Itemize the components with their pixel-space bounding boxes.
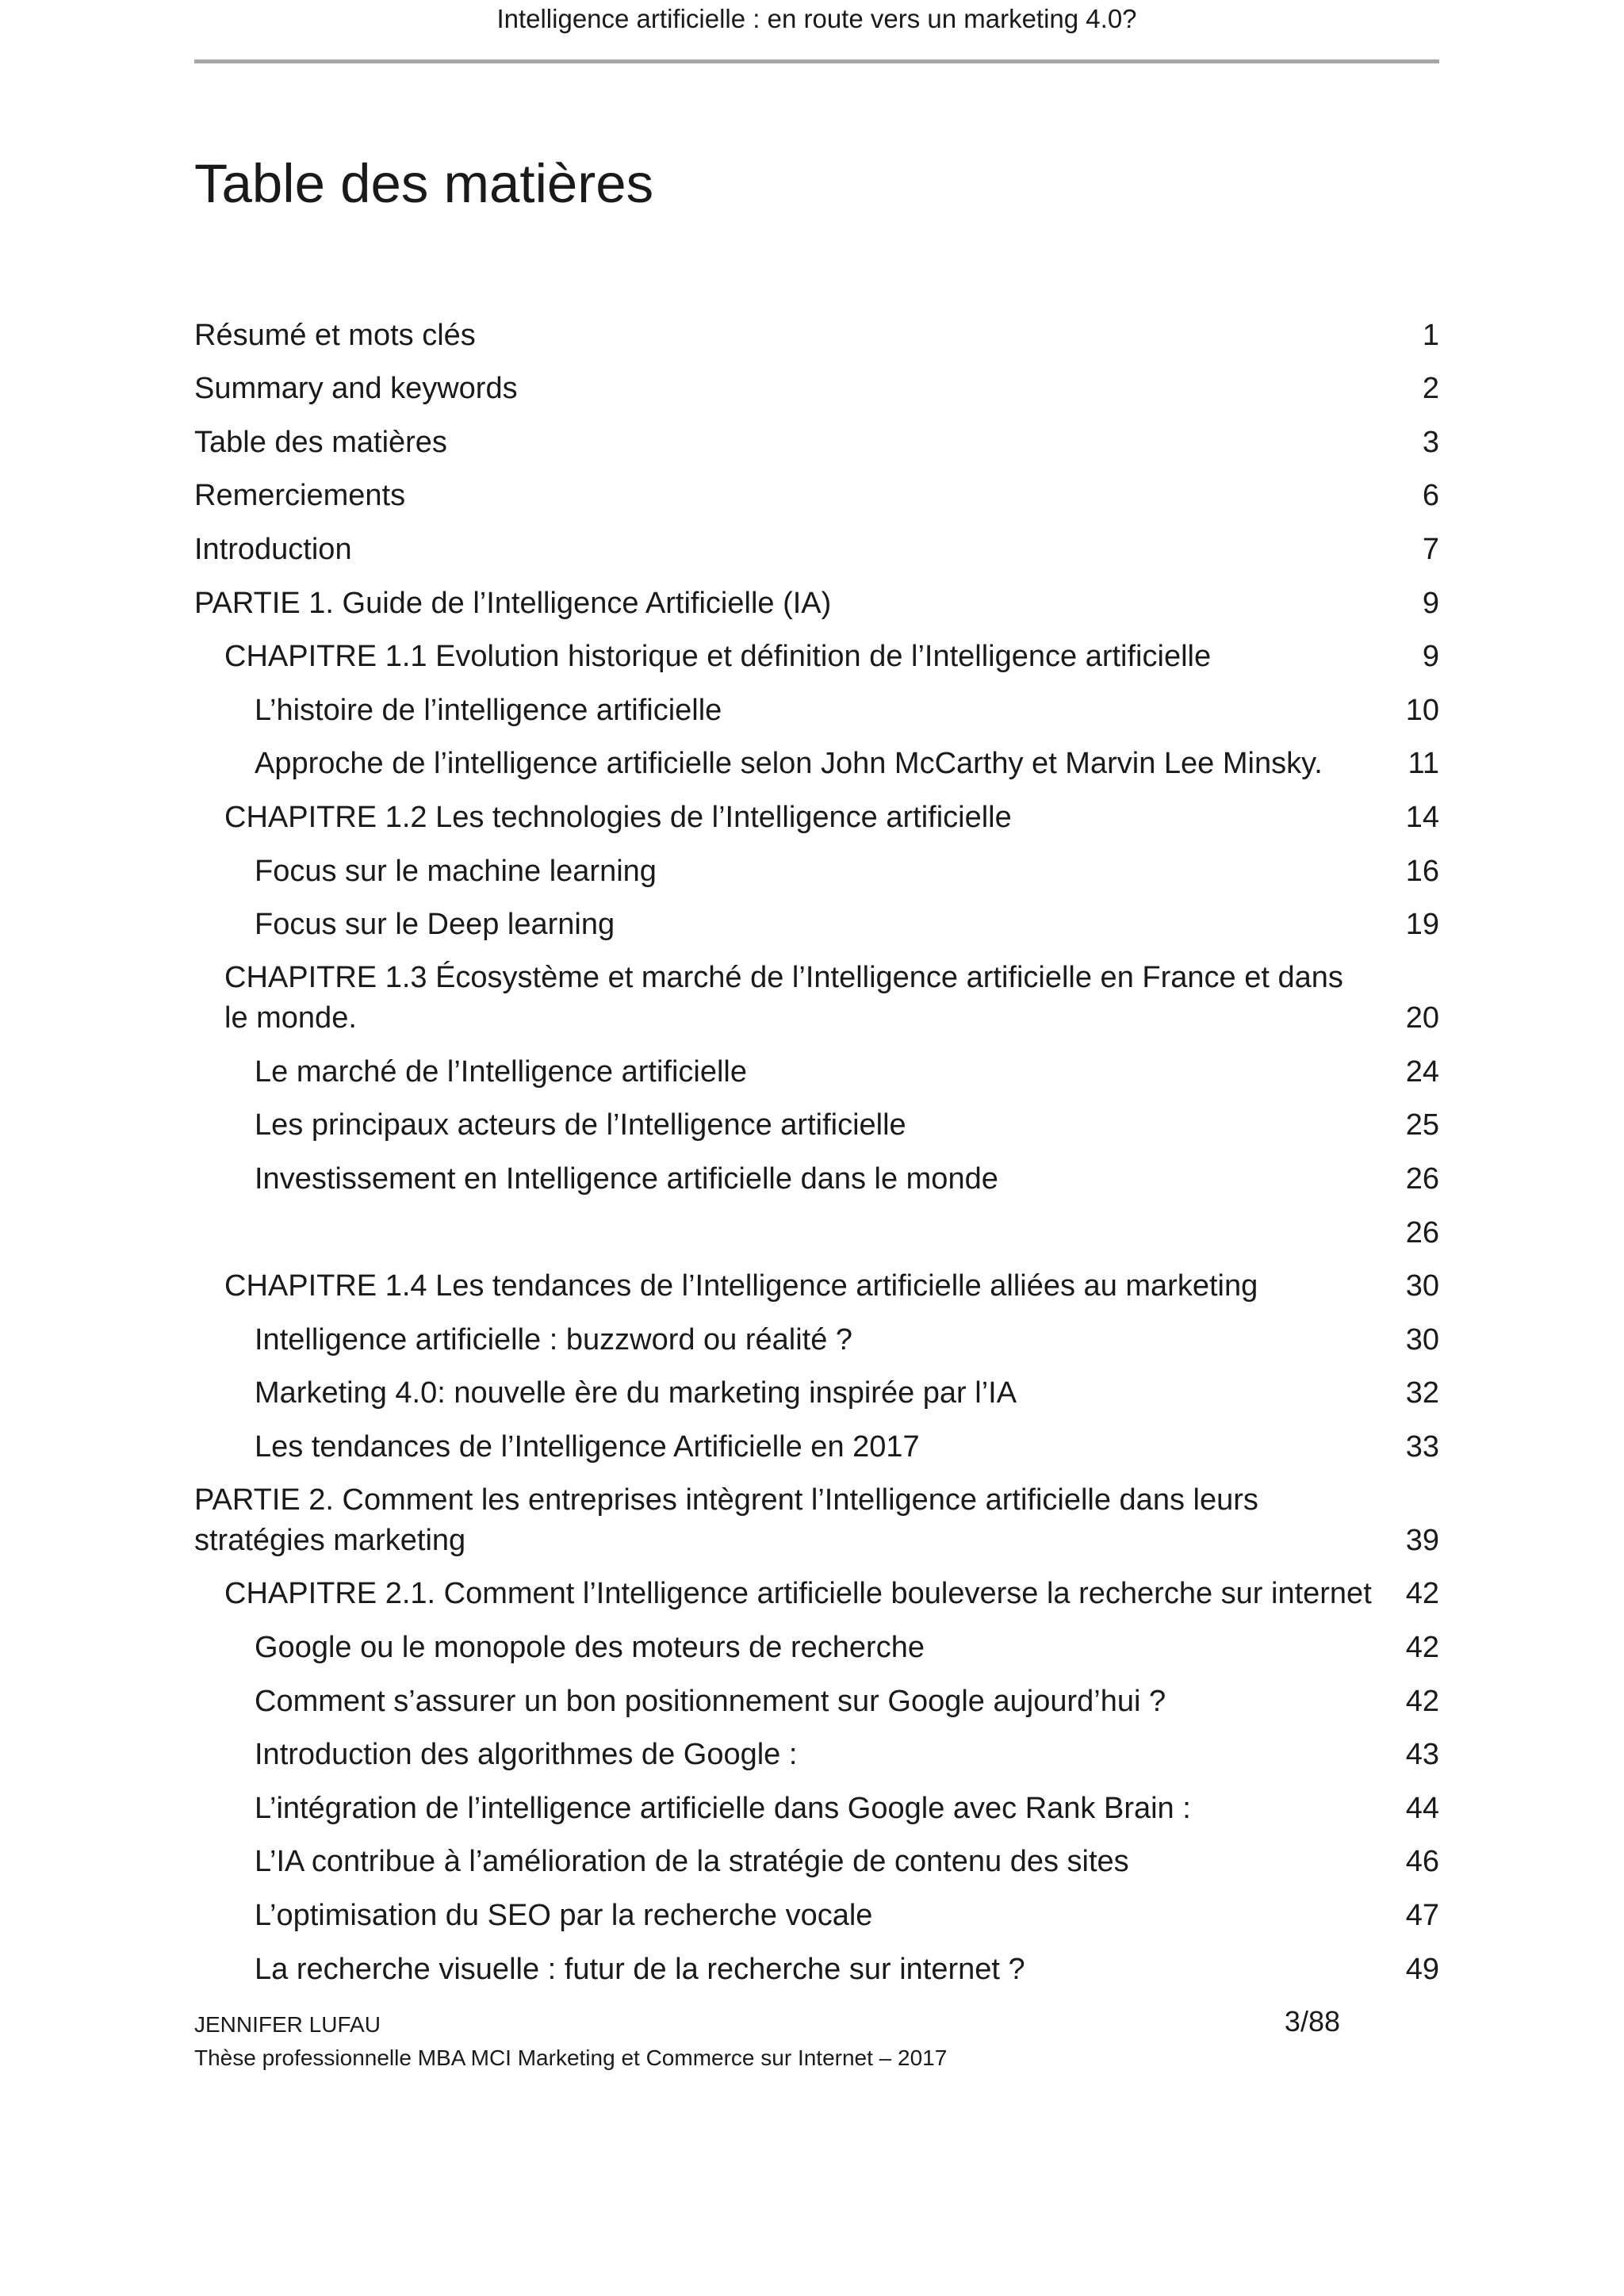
toc-entry-title: L’histoire de l’intelligence artificielle (255, 693, 722, 727)
toc-entry-page: 16 (1405, 854, 1439, 888)
toc-entry-title: La recherche visuelle : futur de la recherche sur internet ? (255, 1952, 1025, 1986)
toc-entry-title: PARTIE 1. Guide de l’Intelligence Artificielle (IA) (194, 586, 832, 620)
toc-entry (194, 1360, 1439, 1414)
toc-entry-page: 32 (1405, 1376, 1439, 1410)
toc-entry-title: Google ou le monopole des moteurs de recherche (255, 1631, 925, 1665)
toc-entry-page: 39 (1405, 1523, 1439, 1557)
toc-entry-title: Résumé et mots clés (194, 318, 476, 352)
toc-entry-page: 10 (1405, 693, 1439, 727)
toc-entry (194, 570, 1439, 624)
toc-entry-page: 19 (1405, 908, 1439, 942)
toc-entry (194, 1882, 1439, 1936)
footer-author: JENNIFER LUFAU (194, 2012, 381, 2037)
table-of-contents (194, 302, 1439, 1990)
toc-entry (194, 1200, 1439, 1253)
toc-entry (194, 1614, 1439, 1668)
toc-entry-page: 1 (1422, 318, 1439, 352)
toc-entry (194, 838, 1439, 892)
toc-entry (194, 624, 1439, 678)
toc-entry-title: Le marché de l’Intelligence artificielle (255, 1054, 747, 1089)
toc-entry-title: CHAPITRE 1.3 Écosystème et marché de l’Intelligence artificielle en France et dans le monde. (224, 961, 1343, 1035)
toc-entry-title: Table des matières (194, 425, 447, 459)
toc-entry-title: Intelligence artificielle : buzzword ou réalité ? (255, 1322, 853, 1357)
running-header: Intelligence artificielle : en route vers un marketing 4.0? (496, 4, 1137, 33)
header-divider (194, 59, 1439, 63)
toc-entry-title: CHAPITRE 1.4 Les tendances de l’Intelligence artificielle alliées au marketing (224, 1269, 1258, 1303)
toc-entry (194, 1722, 1439, 1776)
toc-entry-page: 9 (1422, 640, 1439, 674)
toc-entry-page: 26 (1405, 1215, 1439, 1249)
toc-entry-page: 3 (1422, 425, 1439, 459)
toc-entry-page: 26 (1405, 1161, 1439, 1196)
toc-entry (194, 1936, 1439, 1990)
toc-entry-title: CHAPITRE 2.1. Comment l’Intelligence artificielle bouleverse la recherche sur internet (224, 1577, 1372, 1611)
toc-entry-title: L’intégration de l’intelligence artificielle dans Google avec Rank Brain : (255, 1791, 1191, 1825)
toc-entry-title: L’optimisation du SEO par la recherche vocale (255, 1899, 873, 1933)
toc-entry (194, 1093, 1439, 1146)
toc-entry (194, 1146, 1439, 1200)
toc-entry-title: Summary and keywords (194, 372, 518, 406)
toc-entry-title: Approche de l’intelligence artificielle selon John McCarthy et Marvin Lee Minsky. (255, 747, 1323, 781)
toc-entry-page: 33 (1405, 1429, 1439, 1464)
toc-entry-page: 30 (1405, 1269, 1439, 1303)
toc-entry (194, 1414, 1439, 1468)
toc-entry-page: 30 (1405, 1322, 1439, 1357)
toc-entry (194, 892, 1439, 946)
toc-entry (194, 1307, 1439, 1360)
toc-entry (194, 677, 1439, 731)
toc-entry-page: 6 (1422, 479, 1439, 513)
toc-entry (194, 302, 1439, 356)
page-title: Table des matières (194, 153, 654, 214)
toc-entry (194, 1039, 1439, 1093)
toc-entry (194, 1775, 1439, 1829)
toc-entry (194, 356, 1439, 410)
toc-entry (194, 516, 1439, 570)
toc-entry-title: Focus sur le machine learning (255, 854, 657, 888)
toc-entry-page: 24 (1405, 1054, 1439, 1089)
toc-entry-page: 43 (1405, 1738, 1439, 1772)
toc-entry-title: Remerciements (194, 479, 406, 513)
toc-entry-page: 47 (1405, 1899, 1439, 1933)
toc-entry (194, 463, 1439, 517)
toc-entry-title: Focus sur le Deep learning (255, 908, 615, 942)
toc-entry-page: 49 (1405, 1952, 1439, 1986)
toc-entry-title: CHAPITRE 1.1 Evolution historique et définition de l’Intelligence artificielle (224, 640, 1212, 674)
toc-entry-page: 7 (1422, 532, 1439, 566)
toc-entry (194, 1253, 1439, 1307)
toc-entry (194, 945, 1439, 1039)
toc-entry-page: 44 (1405, 1791, 1439, 1825)
toc-entry-page: 42 (1405, 1577, 1439, 1611)
toc-entry-page: 9 (1422, 586, 1439, 620)
toc-entry (194, 1829, 1439, 1883)
toc-entry-title: Introduction des algorithmes de Google : (255, 1738, 798, 1772)
toc-entry-page: 46 (1405, 1845, 1439, 1879)
toc-entry-title: L’IA contribue à l’amélioration de la stratégie de contenu des sites (255, 1845, 1129, 1879)
toc-entry-page: 25 (1405, 1108, 1439, 1142)
footer-thesis-line: Thèse professionnelle MBA MCI Marketing et Commerce sur Internet – 2017 (194, 2045, 948, 2070)
toc-entry-page: 11 (1408, 747, 1439, 781)
toc-entry-title: CHAPITRE 1.2 Les technologies de l’Intelligence artificielle (224, 800, 1012, 834)
toc-entry-title: Les principaux acteurs de l’Intelligence artificielle (255, 1108, 906, 1142)
toc-entry (194, 1668, 1439, 1722)
toc-entry-title: PARTIE 2. Comment les entreprises intègrent l’Intelligence artificielle dans leurs stratégies marketing (194, 1483, 1258, 1557)
toc-entry-page: 14 (1405, 800, 1439, 834)
toc-entry-title: Marketing 4.0: nouvelle ère du marketing inspirée par l’IA (255, 1376, 1017, 1410)
toc-entry-title: Les tendances de l’Intelligence Artificielle en 2017 (255, 1429, 920, 1464)
toc-entry (194, 784, 1439, 838)
toc-entry-title: Introduction (194, 532, 352, 566)
toc-entry (194, 731, 1439, 785)
toc-entry (194, 409, 1439, 463)
footer-page-number: 3/88 (1284, 2005, 1340, 2038)
toc-entry-page: 42 (1405, 1684, 1439, 1718)
toc-entry-page: 20 (1405, 1001, 1439, 1035)
toc-entry (194, 1561, 1439, 1615)
toc-entry-page: 2 (1422, 372, 1439, 406)
toc-entry (194, 1468, 1439, 1561)
toc-entry-title: Investissement en Intelligence artificielle dans le monde (255, 1161, 998, 1196)
toc-entry-page: 42 (1405, 1631, 1439, 1665)
toc-entry-title: Comment s’assurer un bon positionnement sur Google aujourd’hui ? (255, 1684, 1166, 1718)
